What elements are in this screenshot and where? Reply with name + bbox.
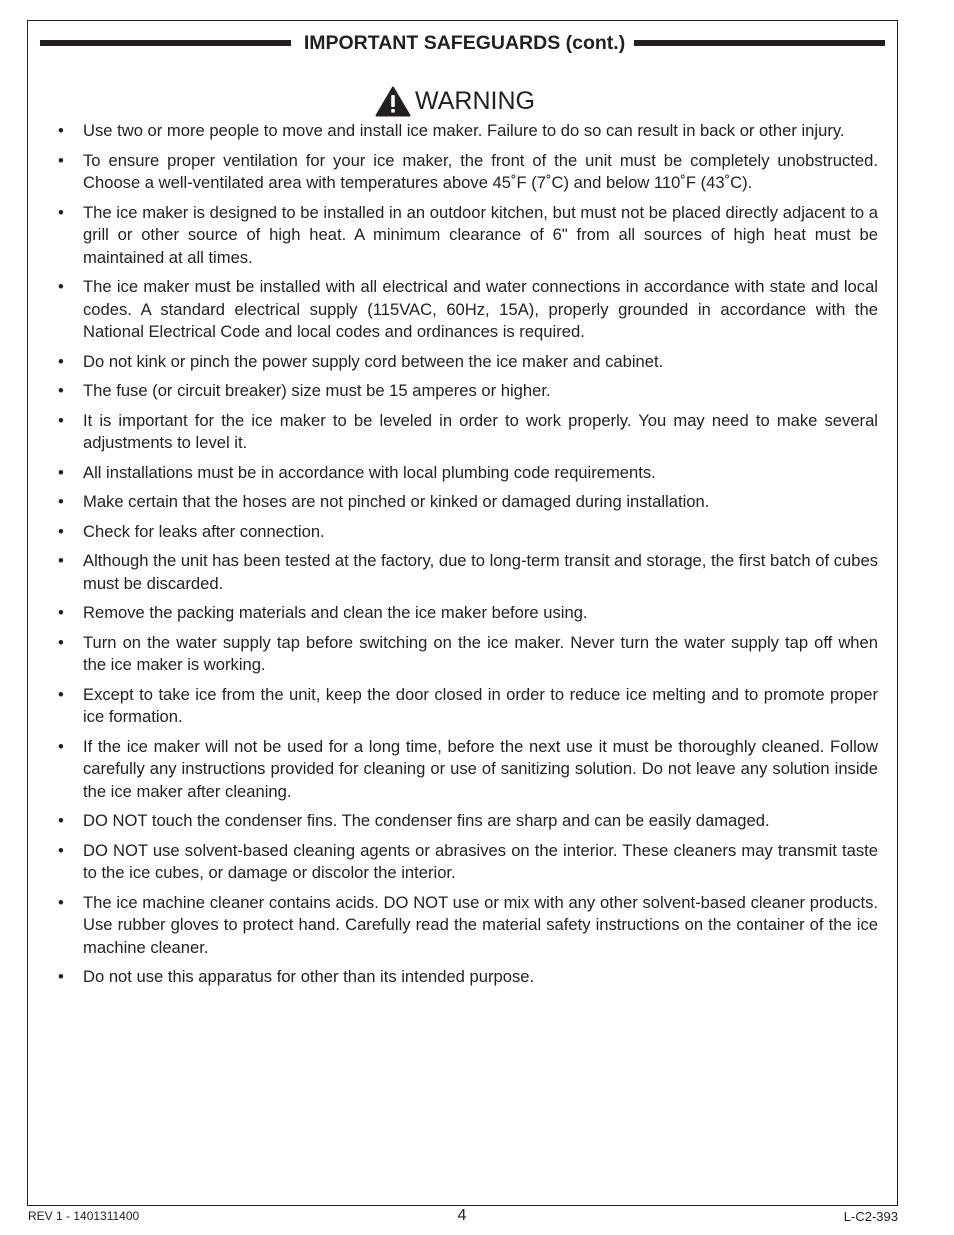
- list-item: [58, 840, 878, 885]
- bullet-marker: •: [58, 150, 64, 170]
- list-item-text: The fuse (or circuit breaker) size must be 15 amperes or higher.: [83, 381, 551, 400]
- list-item: [58, 462, 878, 485]
- bullet-marker: •: [58, 892, 64, 912]
- document-code: L-C2-393: [843, 1209, 898, 1224]
- list-item-text: Remove the packing materials and clean the ice maker before using.: [83, 603, 588, 622]
- list-item-text: DO NOT use solvent-based cleaning agents or abrasives on the interior. These cleaners may transmit taste to the ice cubes, or damage or discolor the interior.: [83, 840, 878, 882]
- list-item-text: Do not use this apparatus for other than its intended purpose.: [83, 967, 535, 986]
- list-item: [58, 602, 878, 625]
- bullet-marker: •: [58, 811, 64, 830]
- list-item-text: DO NOT touch the condenser fins. The condenser fins are sharp and can be easily damaged.: [83, 811, 770, 830]
- bullet-marker: •: [58, 632, 64, 652]
- bullet-marker: •: [58, 967, 64, 986]
- list-item-text: All installations must be in accordance with local plumbing code requirements.: [83, 462, 656, 482]
- list-item: [58, 202, 878, 270]
- list-item-text: Turn on the water supply tap before switching on the ice maker. Never turn the water supply tap off when the ice maker is working.: [83, 632, 878, 674]
- list-item-text: To ensure proper ventilation for your ice maker, the front of the unit must be completely unobstructed. Choose a well-ventilated area with temperatures above 45˚F (7˚C) and below 110˚F (43˚C).: [83, 150, 878, 192]
- revision-code: REV 1 - 1401311400: [28, 1209, 140, 1223]
- list-item-text: Use two or more people to move and install ice maker. Failure to do so can result in back or other injury.: [83, 121, 845, 140]
- section-header: [40, 28, 885, 58]
- list-item: [58, 351, 878, 374]
- list-item: [58, 150, 878, 195]
- list-item-text: Except to take ice from the unit, keep the door closed in order to reduce ice melting and to promote proper ice formation.: [83, 684, 878, 726]
- warning-heading: [0, 86, 910, 117]
- bullet-marker: •: [58, 381, 64, 400]
- bullet-marker: •: [58, 521, 64, 541]
- bullet-marker: •: [58, 603, 64, 622]
- list-item-text: Make certain that the hoses are not pinched or kinked or damaged during installation.: [83, 492, 710, 511]
- list-item-text: The ice machine cleaner contains acids. DO NOT use or mix with any other solvent-based cleaner products. Use rubber gloves to protect hand. Carefully read the material safety instructions on the container of the ice machine cleaner.: [83, 892, 878, 957]
- list-item-text: The ice maker must be installed with all electrical and water connections in accordance with state and local codes. A standard electrical supply (115VAC, 60Hz, 15A), properly grounded in accordance with the National Electrical Code and local codes and ordinances is required.: [83, 277, 878, 341]
- list-item: [58, 550, 878, 595]
- list-item: [58, 892, 878, 960]
- header-rule-left: [40, 40, 291, 46]
- bullet-marker: •: [58, 351, 64, 371]
- bullet-marker: •: [58, 736, 64, 756]
- list-item-text: Do not kink or pinch the power supply cord between the ice maker and cabinet.: [83, 351, 664, 371]
- list-item-text: The ice maker is designed to be installed in an outdoor kitchen, but must not be placed directly adjacent to a grill or other source of high heat. A minimum clearance of 6" from all sources of high heat must be maintained at all times.: [83, 202, 878, 267]
- list-item: [58, 410, 878, 455]
- list-item-text: Although the unit has been tested at the factory, due to long-term transit and storage, the first batch of cubes must be discarded.: [83, 551, 878, 593]
- bullet-marker: •: [58, 551, 64, 570]
- list-item: [58, 120, 878, 143]
- bullet-marker: •: [58, 840, 64, 860]
- bullet-marker: •: [58, 684, 64, 704]
- header-rule-right: [634, 40, 885, 46]
- list-item: [58, 632, 878, 677]
- list-item: [58, 276, 878, 344]
- warning-label: WARNING: [415, 87, 535, 115]
- bullet-marker: •: [58, 410, 64, 430]
- list-item-text: It is important for the ice maker to be leveled in order to work properly. You may need to make several adjustments to level it.: [83, 410, 878, 452]
- list-item: [58, 491, 878, 514]
- page-number: 4: [457, 1207, 467, 1224]
- list-item: [58, 810, 878, 833]
- safeguard-list: [58, 120, 878, 996]
- list-item-text: Check for leaks after connection.: [83, 521, 325, 541]
- bullet-marker: •: [58, 202, 64, 222]
- bullet-marker: •: [58, 121, 64, 140]
- bullet-marker: •: [58, 462, 64, 482]
- list-item: [58, 684, 878, 729]
- section-title: IMPORTANT SAFEGUARDS (cont.): [303, 31, 626, 54]
- bullet-marker: •: [58, 492, 64, 511]
- list-item: [58, 966, 878, 989]
- list-item-text: If the ice maker will not be used for a long time, before the next use it must be thoroughly cleaned. Follow carefully any instructions provided for cleaning or use of sanitizing solution. Do not leave any solution inside the ice maker after cleaning.: [83, 736, 878, 801]
- warning-triangle-icon: [375, 86, 411, 117]
- bullet-marker: •: [58, 277, 64, 296]
- list-item: [58, 736, 878, 804]
- list-item: [58, 380, 878, 403]
- list-item: [58, 521, 878, 544]
